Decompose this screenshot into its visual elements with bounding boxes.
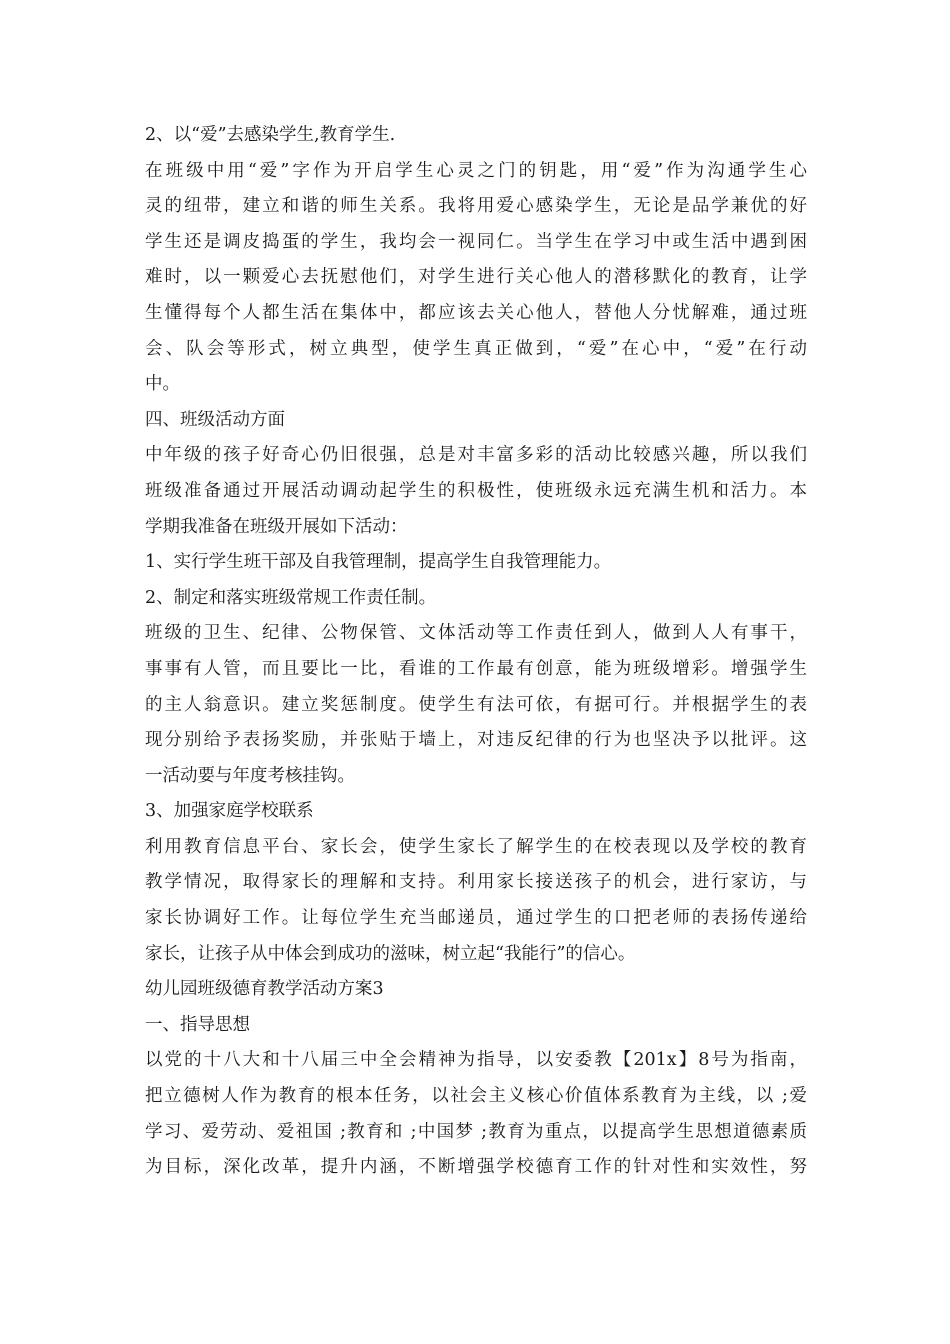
text-line: 的主人翁意识。建立奖惩制度。使学生有法可依，有据可行。并根据学生的表 [145,694,807,715]
text-line: 中。 [145,374,180,395]
text-line: 现分别给予表扬奖励，并张贴于墙上，对违反纪律的行为也坚决予以批评。这 [145,730,807,751]
text-line: 学生还是调皮捣蛋的学生，我均会一视同仁。当学生在学习中或生活中遇到困 [145,231,807,252]
text-line: 3、加强家庭学校联系 [145,801,314,822]
text-line: 家长协调好工作。让每位学生充当邮递员，通过学生的口把老师的表扬传递给 [145,908,807,929]
text-line: 在班级中用“爱”字作为开启学生心灵之门的钥匙，用“爱”作为沟通学生心 [145,160,807,181]
text-line: 学期我准备在班级开展如下活动： [145,516,408,537]
text-line: 1、实行学生班干部及自我管理制，提高学生自我管理能力。 [145,552,612,573]
text-line: 生懂得每个人都生活在集体中，都应该去关心他人，替他人分忧解难，通过班 [145,302,807,323]
text-line: 难时，以一颗爱心去抚慰他们，对学生进行关心他人的潜移默化的教育，让学 [145,267,807,288]
text-line: 四、班级活动方面 [145,409,285,430]
text-line: 学习、爱劳动、爱祖国 ;教育和 ;中国梦 ;教育为重点，以提高学生思想道德素质 [145,1121,807,1142]
text-line: 家长，让孩子从中体会到成功的滋味，树立起“我能行”的信心。 [145,943,636,964]
text-line: 班级准备通过开展活动调动起学生的积极性，使班级永远充满生机和活力。本 [145,480,807,501]
text-line: 中年级的孩子好奇心仍旧很强，总是对丰富多彩的活动比较感兴趣，所以我们 [145,445,807,466]
text-line: 事事有人管，而且要比一比，看谁的工作最有创意，能为班级增彩。增强学生 [145,658,807,679]
text-line: 2、制定和落实班级常规工作责任制。 [145,587,437,608]
text-line: 把立德树人作为教育的根本任务，以社会主义核心价值体系教育为主线，以 ;爱 [145,1086,807,1107]
text-line: 一活动要与年度考核挂钩。 [145,765,355,786]
text-line: 教学情况，取得家长的理解和支持。利用家长接送孩子的机会，进行家访，与 [145,872,807,893]
text-line: 幼儿园班级德育教学活动方案3 [145,979,384,1000]
text-line: 一、指导思想 [145,1014,250,1035]
text-line: 会、队会等形式，树立典型，使学生真正做到，“爱”在心中，“爱”在行动 [145,338,807,359]
text-line: 班级的卫生、纪律、公物保管、文体活动等工作责任到人，做到人人有事干， [145,623,807,644]
text-line: 为目标，深化改革，提升内涵，不断增强学校德育工作的针对性和实效性，努 [145,1157,807,1178]
text-line: 利用教育信息平台、家长会，使学生家长了解学生的在校表现以及学校的教育 [145,836,807,857]
document-page [145,118,807,1186]
text-line: 2、以“爱”去感染学生,教育学生. [145,125,396,145]
text-line: 灵的纽带，建立和谐的师生关系。我将用爱心感染学生，无论是品学兼优的好 [145,196,807,217]
text-line: 以党的十八大和十八届三中全会精神为指导，以安委教【201x】8号为指南， [145,1050,807,1071]
